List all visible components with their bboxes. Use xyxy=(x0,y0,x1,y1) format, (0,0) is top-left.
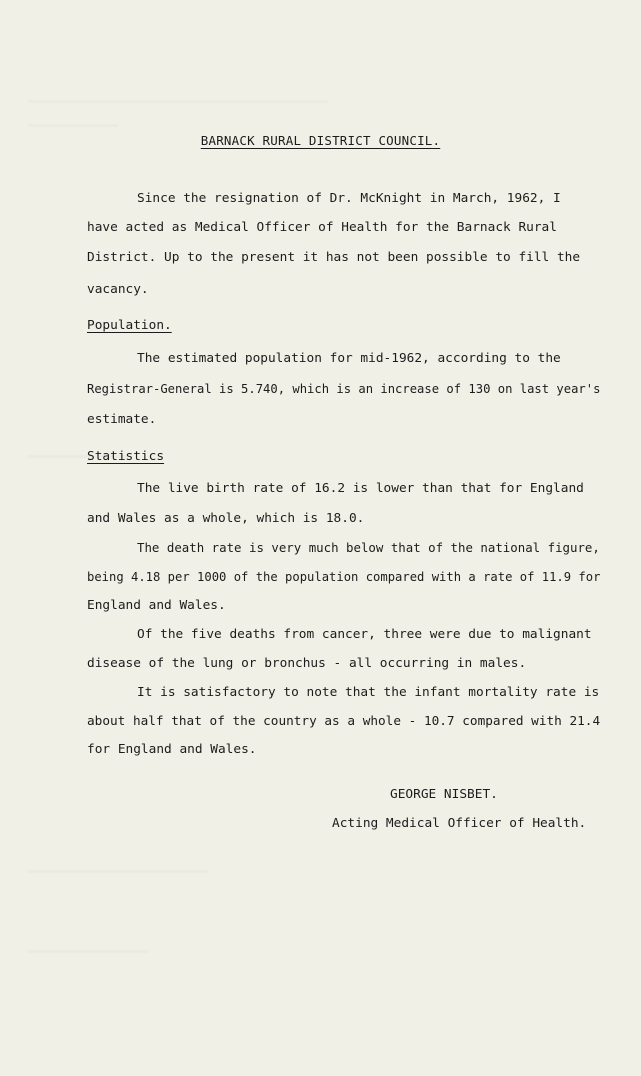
document-title: BARNACK RURAL DISTRICT COUNCIL. xyxy=(200,133,441,148)
intro-line-3: District. Up to the present it has not been possible to fill the xyxy=(87,250,581,265)
intro-line-2: have acted as Medical Officer of Health for the Barnack Rural xyxy=(87,220,557,235)
intro-line-1: Since the resignation of Dr. McKnight in March, 1962, I xyxy=(137,191,561,206)
show-through-mark xyxy=(28,124,118,127)
statistics-line-6: Of the five deaths from cancer, three were due to malignant xyxy=(137,627,592,642)
population-line-2: Registrar-General is 5.740, which is an increase of 130 on last year's xyxy=(87,382,601,397)
statistics-line-9: about half that of the country as a whole - 10.7 compared with 21.4 xyxy=(87,714,601,729)
statistics-line-8: It is satisfactory to note that the infant mortality rate is xyxy=(137,685,600,700)
statistics-line-3: The death rate is very much below that of the national figure, xyxy=(137,541,600,556)
statistics-line-2: and Wales as a whole, which is 18.0. xyxy=(87,511,365,526)
statistics-line-10: for England and Wales. xyxy=(87,742,257,757)
statistics-line-5: England and Wales. xyxy=(87,598,226,613)
show-through-mark xyxy=(28,870,208,873)
show-through-mark xyxy=(28,100,328,103)
population-line-3: estimate. xyxy=(87,412,157,427)
signature-name: GEORGE NISBET. xyxy=(390,787,498,802)
signature-role: Acting Medical Officer of Health. xyxy=(332,816,587,831)
statistics-heading: Statistics xyxy=(87,449,165,464)
population-heading: Population. xyxy=(87,318,172,333)
statistics-line-4: being 4.18 per 1000 of the population compared with a rate of 11.9 for xyxy=(87,570,601,585)
population-line-1: The estimated population for mid-1962, according to the xyxy=(137,351,561,366)
show-through-mark xyxy=(28,950,148,953)
statistics-line-7: disease of the lung or bronchus - all occurring in males. xyxy=(87,656,527,671)
statistics-line-1: The live birth rate of 16.2 is lower than that for England xyxy=(137,481,584,496)
intro-line-4: vacancy. xyxy=(87,282,149,297)
